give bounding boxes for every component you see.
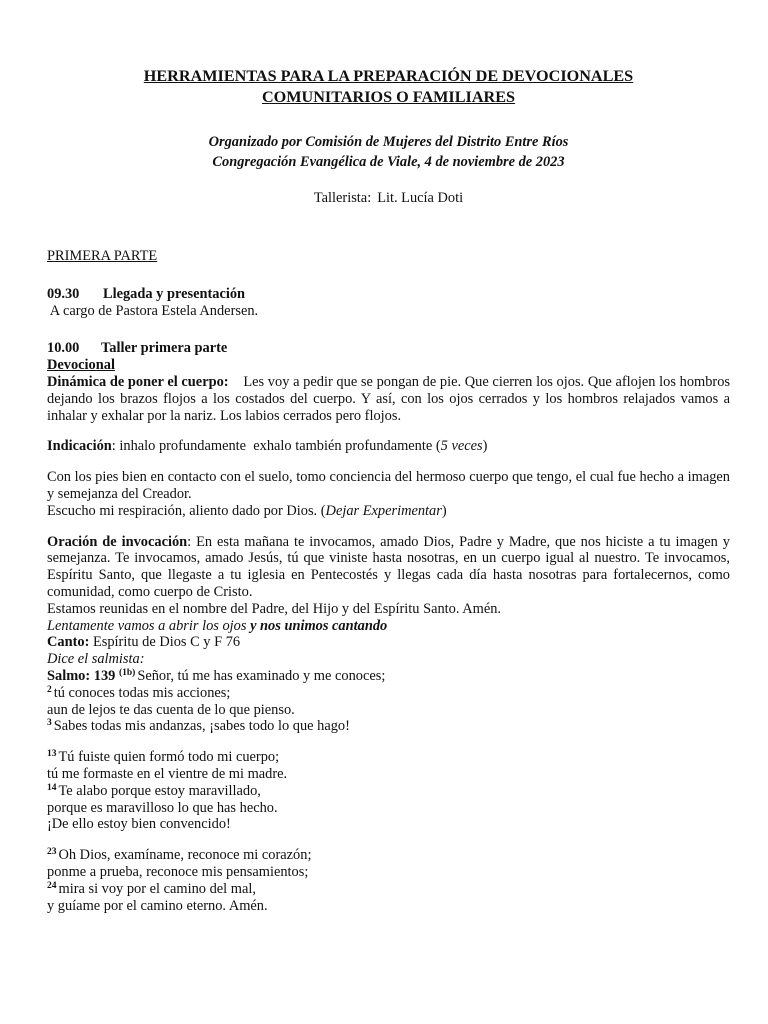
verse-number: 24 <box>47 880 57 891</box>
salmo-verse-14c: ¡De ello estoy bien convencido! <box>47 816 231 833</box>
indicacion-end: ) <box>482 438 488 455</box>
canto-label: Canto: <box>47 634 90 651</box>
salmo-verse-14 <box>47 783 730 800</box>
verse-number: 2 <box>47 684 52 695</box>
agenda-time: 10.00 <box>47 340 80 357</box>
agenda-title: Llegada y presentación <box>103 285 246 302</box>
indicacion-italic: 5 veces <box>440 438 483 455</box>
devocional-heading: Devocional <box>47 357 115 374</box>
cue-italic: Lentamente vamos a abrir los ojos <box>47 617 247 634</box>
indicacion-text: : inhalo profundamente exhalo también profundamente ( <box>111 438 441 455</box>
respiracion-end: ) <box>441 502 447 519</box>
title-line-1: HERRAMIENTAS PARA LA PREPARACIÓN DE DEVOCIONALES <box>143 67 634 85</box>
agenda-item-arrival <box>47 286 730 303</box>
dinamica-label: Dinámica de poner el cuerpo: <box>47 373 229 390</box>
verse-text: Tú fuiste quien formó todo mi cuerpo; <box>58 749 280 766</box>
verse-ref: (1b) <box>118 667 136 678</box>
salmo-verse-1b <box>47 668 730 685</box>
agenda-item-workshop <box>47 340 730 357</box>
oracion-label: Oración de invocación <box>47 533 188 550</box>
salmo-verse-13 <box>47 749 730 766</box>
organizer-line-2: Congregación Evangélica de Viale, 4 de noviembre de 2023 <box>212 154 565 170</box>
oracion-cue <box>47 618 730 635</box>
cue-bold: y nos unimos cantando <box>246 617 388 634</box>
verse-text: Señor, tú me has examinado y me conoces; <box>137 667 386 684</box>
pies-paragraph: Con los pies bien en contacto con el suelo, tomo conciencia del hermoso cuerpo que tengo, el cual fue hecho a imagen y semejanza del Creador. <box>47 469 730 502</box>
verse-number: 13 <box>47 749 57 760</box>
agenda-title: Taller primera parte <box>101 340 228 357</box>
salmo-verse-3 <box>47 718 730 735</box>
verse-text: Sabes todas mis andanzas, ¡sabes todo lo que hago! <box>53 718 350 735</box>
salmo-verse-2b: aun de lejos te das cuenta de lo que pienso. <box>47 701 295 718</box>
verse-number: 3 <box>47 718 52 729</box>
respiracion-italic: Dejar Experimentar <box>325 502 442 519</box>
title-line-2: COMUNITARIOS O FAMILIARES <box>261 88 516 106</box>
salmo-verse-13b: tú me formaste en el vientre de mi madre. <box>47 765 288 782</box>
dinamica-text: Les voy a pedir que se pongan de pie. Que cierren los ojos. Que aflojen los hombros dejando los brazos flojos a los costados del cuerpo. Y así, con los ojos cerrados y los hombros relajados vamos a inhalar y exhalar por la nariz. Los labios cerrados pero flojos. <box>47 373 730 424</box>
canto-text: Espíritu de Dios C y F 76 <box>89 634 241 651</box>
verse-number: 14 <box>47 782 57 793</box>
salmo-verse-24b: y guíame por el camino eterno. Amén. <box>47 897 268 914</box>
dinamica-paragraph <box>47 374 730 424</box>
section-heading: PRIMERA PARTE <box>47 248 158 264</box>
salmo-verse-23 <box>47 847 730 864</box>
salmo-intro: Dice el salmista: <box>47 651 145 668</box>
respiracion-line <box>47 503 730 520</box>
salmo-verse-14b: porque es maravilloso lo que has hecho. <box>47 799 278 816</box>
document-body <box>47 248 730 914</box>
agenda-detail: A cargo de Pastora Estela Andersen. <box>47 302 259 319</box>
indicacion-paragraph <box>47 438 730 455</box>
canto-line <box>47 634 730 651</box>
verse-text: Te alabo porque estoy maravillado, <box>58 782 261 799</box>
verse-number: 23 <box>47 847 57 858</box>
document-title <box>47 66 730 108</box>
verse-text: tú conoces todas mis acciones; <box>53 684 231 701</box>
verse-text: mira si voy por el camino del mal, <box>58 880 256 897</box>
tallerista-name: Lit. Lucía Doti <box>377 190 464 206</box>
oracion-closing: Estamos reunidas en el nombre del Padre, del Hijo y del Espíritu Santo. Amén. <box>47 600 502 617</box>
tallerista-label: Tallerista: <box>313 190 372 206</box>
salmo-verse-24 <box>47 881 730 898</box>
verse-text: Oh Dios, examíname, reconoce mi corazón; <box>58 847 312 864</box>
organizer-line-1: Organizado por Comisión de Mujeres del Distrito Entre Ríos <box>208 134 569 150</box>
tallerista-line <box>47 190 730 207</box>
indicacion-label: Indicación <box>47 438 112 455</box>
salmo-verse-23b: ponme a prueba, reconoce mis pensamientos; <box>47 863 309 880</box>
respiracion-text: Escucho mi respiración, aliento dado por Dios. ( <box>47 502 326 519</box>
agenda-time: 09.30 <box>47 285 80 302</box>
oracion-paragraph <box>47 534 730 601</box>
salmo-label: Salmo: 139 <box>47 667 116 684</box>
oracion-text: : En esta mañana te invocamos, amado Dios, Padre y Madre, que nos hiciste a tu imagen y semejanza. Te invocamos, amado Jesús, tú que viniste hasta nosotras, en un cuerpo igual al nuestro. Te invocamos, Espíritu Santo, que llegaste a tu iglesia en Pentecostés y llegas cada día hasta nosotras para fortalecernos, como comunidad, como cuerpo de Cristo. <box>47 533 730 600</box>
organizer-info <box>47 132 730 172</box>
salmo-verse-2 <box>47 685 730 702</box>
